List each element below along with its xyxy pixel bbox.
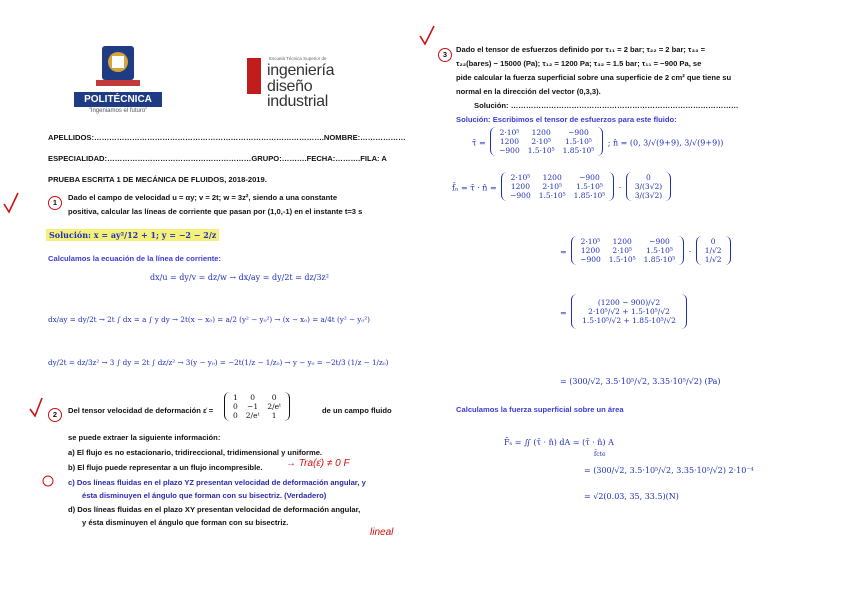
q1-text-a: Dado el campo de velocidad u = αy; v = 2t; w = 3z², siendo a una constante bbox=[68, 193, 338, 202]
tau-a-cell-0-1: 1200 bbox=[531, 128, 551, 137]
n-vec-b-cell-1-0: 1/√2 bbox=[704, 246, 722, 255]
q2-option-a: a) El flujo es no estacionario, tridireccional, tridimensional y uniforme. bbox=[68, 448, 323, 457]
q3-text-c: pide calcular la fuerza superficial sobre una superficie de 2 cm² que tiene su bbox=[456, 73, 732, 82]
tau-c-cell-1-2: 1.5·10⁵ bbox=[646, 246, 673, 255]
especialidad-line: ESPECIALIDAD:…………………………………………………GRUPO:……….FECHA:……….FILA: A bbox=[48, 154, 387, 163]
q2-number: 2 bbox=[48, 404, 62, 422]
q1-eq2: dx/ay = dy/2t → 2t ∫ dx = a ∫ y dy → 2t(x − x₀) = a/2 (y² − y₀²) → (x − x₀) = a/4t (y² − y₀²) bbox=[48, 315, 370, 324]
strain-rate-cell-1-1: −1 bbox=[247, 402, 259, 411]
force-eq1: F̄ₛ = ∬ (τ̄ · n̂) dA = (τ̄ · n̂) A bbox=[504, 438, 614, 447]
tau-c-cell-2-2: 1.85·10⁵ bbox=[643, 255, 676, 264]
apellidos-line: APELLIDOS:……………………………………………………………………………….NOMBRE:……………… bbox=[48, 133, 406, 142]
tau-c-cell-1-1: 2·10⁵ bbox=[612, 246, 633, 255]
fn-eq-3: = (1200 − 900)/√2 2·10⁵/√2 + 1.5·10⁵/√2 1.5·10⁵/√2 + 1.85·10⁵/√2 bbox=[560, 294, 687, 329]
tau-a-cell-1-0: 1200 bbox=[499, 137, 519, 146]
q3-solution-line: Solución: ……………………………………………………………………………… bbox=[474, 101, 739, 110]
q2-matrix bbox=[224, 392, 290, 421]
fn-eq-final: = (300/√2, 3.5·10⁵/√2, 3.35·10⁵/√2) (Pa) bbox=[560, 377, 721, 386]
upm-name: POLITÉCNICA bbox=[74, 92, 162, 107]
strain-rate-cell-1-0: 0 bbox=[233, 402, 238, 411]
force-title: Calculamos la fuerza superficial sobre un área bbox=[456, 405, 624, 414]
tau-b-cell-0-2: −900 bbox=[579, 173, 600, 182]
tau-c-cell-2-0: −900 bbox=[580, 255, 601, 264]
tau-b-cell-0-0: 2·10⁵ bbox=[510, 173, 531, 182]
upm-crest-icon bbox=[74, 42, 162, 94]
q2-option-c1: c) Dos líneas fluidas en el plazo YZ presentan velocidad de deformación angular, y bbox=[68, 478, 366, 487]
fn-result-cell-1-0: 2·10⁵/√2 + 1.5·10⁵/√2 bbox=[588, 307, 670, 316]
q1-eq1: dx/u = dy/v = dz/w → dx/ay = dy/2t = dz/3z² bbox=[150, 273, 329, 282]
fn-eq-1: f̄ₙ = τ̄ · n̂ = 2·10⁵ 1200 −900 1200 2·10⁵ 1.5·10⁵ −900 1.5·10⁵ 1.85·10⁵ · 0 3/(3√2) 3/(3√2) bbox=[452, 172, 671, 201]
upm-logo bbox=[74, 42, 162, 122]
strain-rate-cell-0-0: 1 bbox=[233, 393, 238, 402]
q1-number: 1 bbox=[48, 192, 62, 210]
fn-eq-2: = 2·10⁵ 1200 −900 1200 2·10⁵ 1.5·10⁵ −900 1.5·10⁵ 1.85·10⁵ · 0 1/√2 1/√2 bbox=[560, 236, 731, 265]
force-eq2: = (300/√2, 3.5·10⁵/√2, 3.35·10⁵/√2) 2·10⁻⁴ bbox=[584, 466, 754, 475]
q1-text-b: positiva, calcular las líneas de corriente que pasan por (1,0,-1) en el instante t=3 s bbox=[68, 207, 363, 216]
n-vec-a-cell-2-0: 3/(3√2) bbox=[634, 191, 663, 200]
upm-tagline: "Ingeniamos el futuro" bbox=[88, 108, 148, 114]
q2-option-b-note: → Tra(ε̇) ≠ 0 F bbox=[286, 458, 350, 469]
q2-text-b: de un campo fluido bbox=[322, 406, 392, 415]
tau-a-cell-1-2: 1.5·10⁵ bbox=[564, 137, 592, 146]
q1-eq3: dy/2t = dz/3z² → 3 ∫ dy = 2t ∫ dz/z² → 3(y − y₀) = −2t(1/z − 1/z₀) → y − y₀ = −2t/3 (1/z − 1/z₀) bbox=[48, 358, 389, 367]
strain-rate-cell-2-2: 1 bbox=[271, 411, 277, 420]
q3-solution-title: Solución: Escribimos el tensor de esfuerzos para este fluido: bbox=[456, 115, 677, 124]
etsidi-logo bbox=[247, 56, 357, 112]
n-vector-eq: ; n̂ = (0, 3/√(9+9), 3/√(9+9)) bbox=[607, 138, 724, 148]
fn-result-cell-2-0: 1.5·10⁵/√2 + 1.85·10⁵/√2 bbox=[582, 316, 676, 325]
tau-c-cell-1-0: 1200 bbox=[580, 246, 600, 255]
tau-a-cell-0-2: −900 bbox=[568, 128, 589, 137]
tau-b-cell-1-0: 1200 bbox=[510, 182, 530, 191]
q1-calc-title: Calculamos la ecuación de la línea de corriente: bbox=[48, 254, 222, 263]
tau-b-cell-0-1: 1200 bbox=[542, 173, 562, 182]
tau-c-cell-2-1: 1.5·10⁵ bbox=[608, 255, 636, 264]
q2-text-c: se puede extraer la siguiente información: bbox=[68, 433, 221, 442]
tau-b-cell-2-0: −900 bbox=[510, 191, 531, 200]
tau-c-cell-0-0: 2·10⁵ bbox=[580, 237, 601, 246]
strain-rate-cell-0-2: 0 bbox=[271, 393, 277, 402]
right-page bbox=[424, 0, 848, 599]
n-vec-a-cell-1-0: 3/(3√2) bbox=[634, 182, 663, 191]
fn-result-cell-0-0: (1200 − 900)/√2 bbox=[597, 298, 661, 307]
strain-rate-cell-0-1: 0 bbox=[250, 393, 255, 402]
q2-text-a: Del tensor velocidad de deformación ε̇ = bbox=[68, 406, 214, 415]
n-vec-b-cell-0-0: 0 bbox=[710, 237, 716, 246]
strain-rate-cell-2-0: 0 bbox=[233, 411, 238, 420]
q1-solution: Solución: x = ay²/12 + 1; y = −2 − 2/z bbox=[46, 229, 219, 241]
tau-b-cell-1-2: 1.5·10⁵ bbox=[575, 182, 603, 191]
tau-a-cell-2-2: 1.85·10⁵ bbox=[562, 146, 595, 155]
q2-option-d2: y ésta disminuyen el ángulo que forman con su bisectriz. bbox=[82, 518, 289, 527]
force-eq3: = √2(0.03, 35, 33.5)(N) bbox=[584, 492, 679, 501]
q2-option-d-note: lineal bbox=[370, 527, 394, 538]
tau-b-cell-1-1: 2·10⁵ bbox=[542, 182, 563, 191]
q2-option-d1: d) Dos líneas fluidas en el plazo XY presentan velocidad de deformación angular, bbox=[68, 505, 361, 514]
tau-a-cell-0-0: 2·10⁵ bbox=[499, 128, 520, 137]
tau-b-cell-2-1: 1.5·10⁵ bbox=[538, 191, 566, 200]
tau-c-cell-0-2: −900 bbox=[649, 237, 670, 246]
exam-title: PRUEBA ESCRITA 1 DE MECÁNICA DE FLUIDOS, 2018-2019. bbox=[48, 175, 267, 184]
strain-rate-cell-1-2: 2/eᵗ bbox=[267, 402, 281, 411]
tau-a-cell-2-0: −900 bbox=[499, 146, 520, 155]
tau-a-cell-2-1: 1.5·10⁵ bbox=[527, 146, 555, 155]
n-vec-b-cell-2-0: 1/√2 bbox=[704, 255, 722, 264]
tau-c-cell-0-1: 1200 bbox=[612, 237, 632, 246]
strain-rate-cell-2-1: 2/eᵗ bbox=[245, 411, 260, 420]
tau-b-cell-2-2: 1.85·10⁵ bbox=[573, 191, 606, 200]
tau-tensor: τ̄ = 2·10⁵ 1200 −900 1200 2·10⁵ 1.5·10⁵ −900 1.5·10⁵ 1.85·10⁵ ; n̂ = (0, 3/√(9+9), 3/√(9+9)) bbox=[472, 128, 724, 155]
q3-text-a: Dado el tensor de esfuerzos definido por τ₁₁ = 2 bar; τ₂₂ = 2 bar; τ₃₃ = bbox=[456, 45, 706, 54]
q3-text-d: normal en la dirección del vector (0,3,3). bbox=[456, 87, 601, 96]
tau-a-cell-1-1: 2·10⁵ bbox=[531, 137, 552, 146]
etsidi-line1: ingeniería bbox=[267, 62, 335, 79]
etsidi-small-text: Escuela Técnica Superior de bbox=[269, 56, 327, 61]
q3-number: 3 bbox=[438, 44, 452, 62]
n-vec-a-cell-0-0: 0 bbox=[646, 173, 651, 182]
etsidi-line3: industrial bbox=[267, 93, 329, 110]
q3-text-b: τ₂₂(bares) − 15000 (Pa); τ₁₂ = 1200 Pa; τ₃₂ = 1.5 bar; τ₁₁ = −900 Pa, se bbox=[456, 59, 702, 68]
force-eq-under: f̄cte bbox=[594, 451, 606, 458]
etsidi-red-bar-icon bbox=[247, 58, 261, 94]
q2-option-b: b) El flujo puede representar a un flujo incompresible. bbox=[68, 463, 263, 472]
etsidi-line2: diseño bbox=[267, 78, 313, 95]
q2-option-c2: ésta disminuyen el ángulo que forman con su bisectriz. (Verdadero) bbox=[82, 491, 327, 500]
